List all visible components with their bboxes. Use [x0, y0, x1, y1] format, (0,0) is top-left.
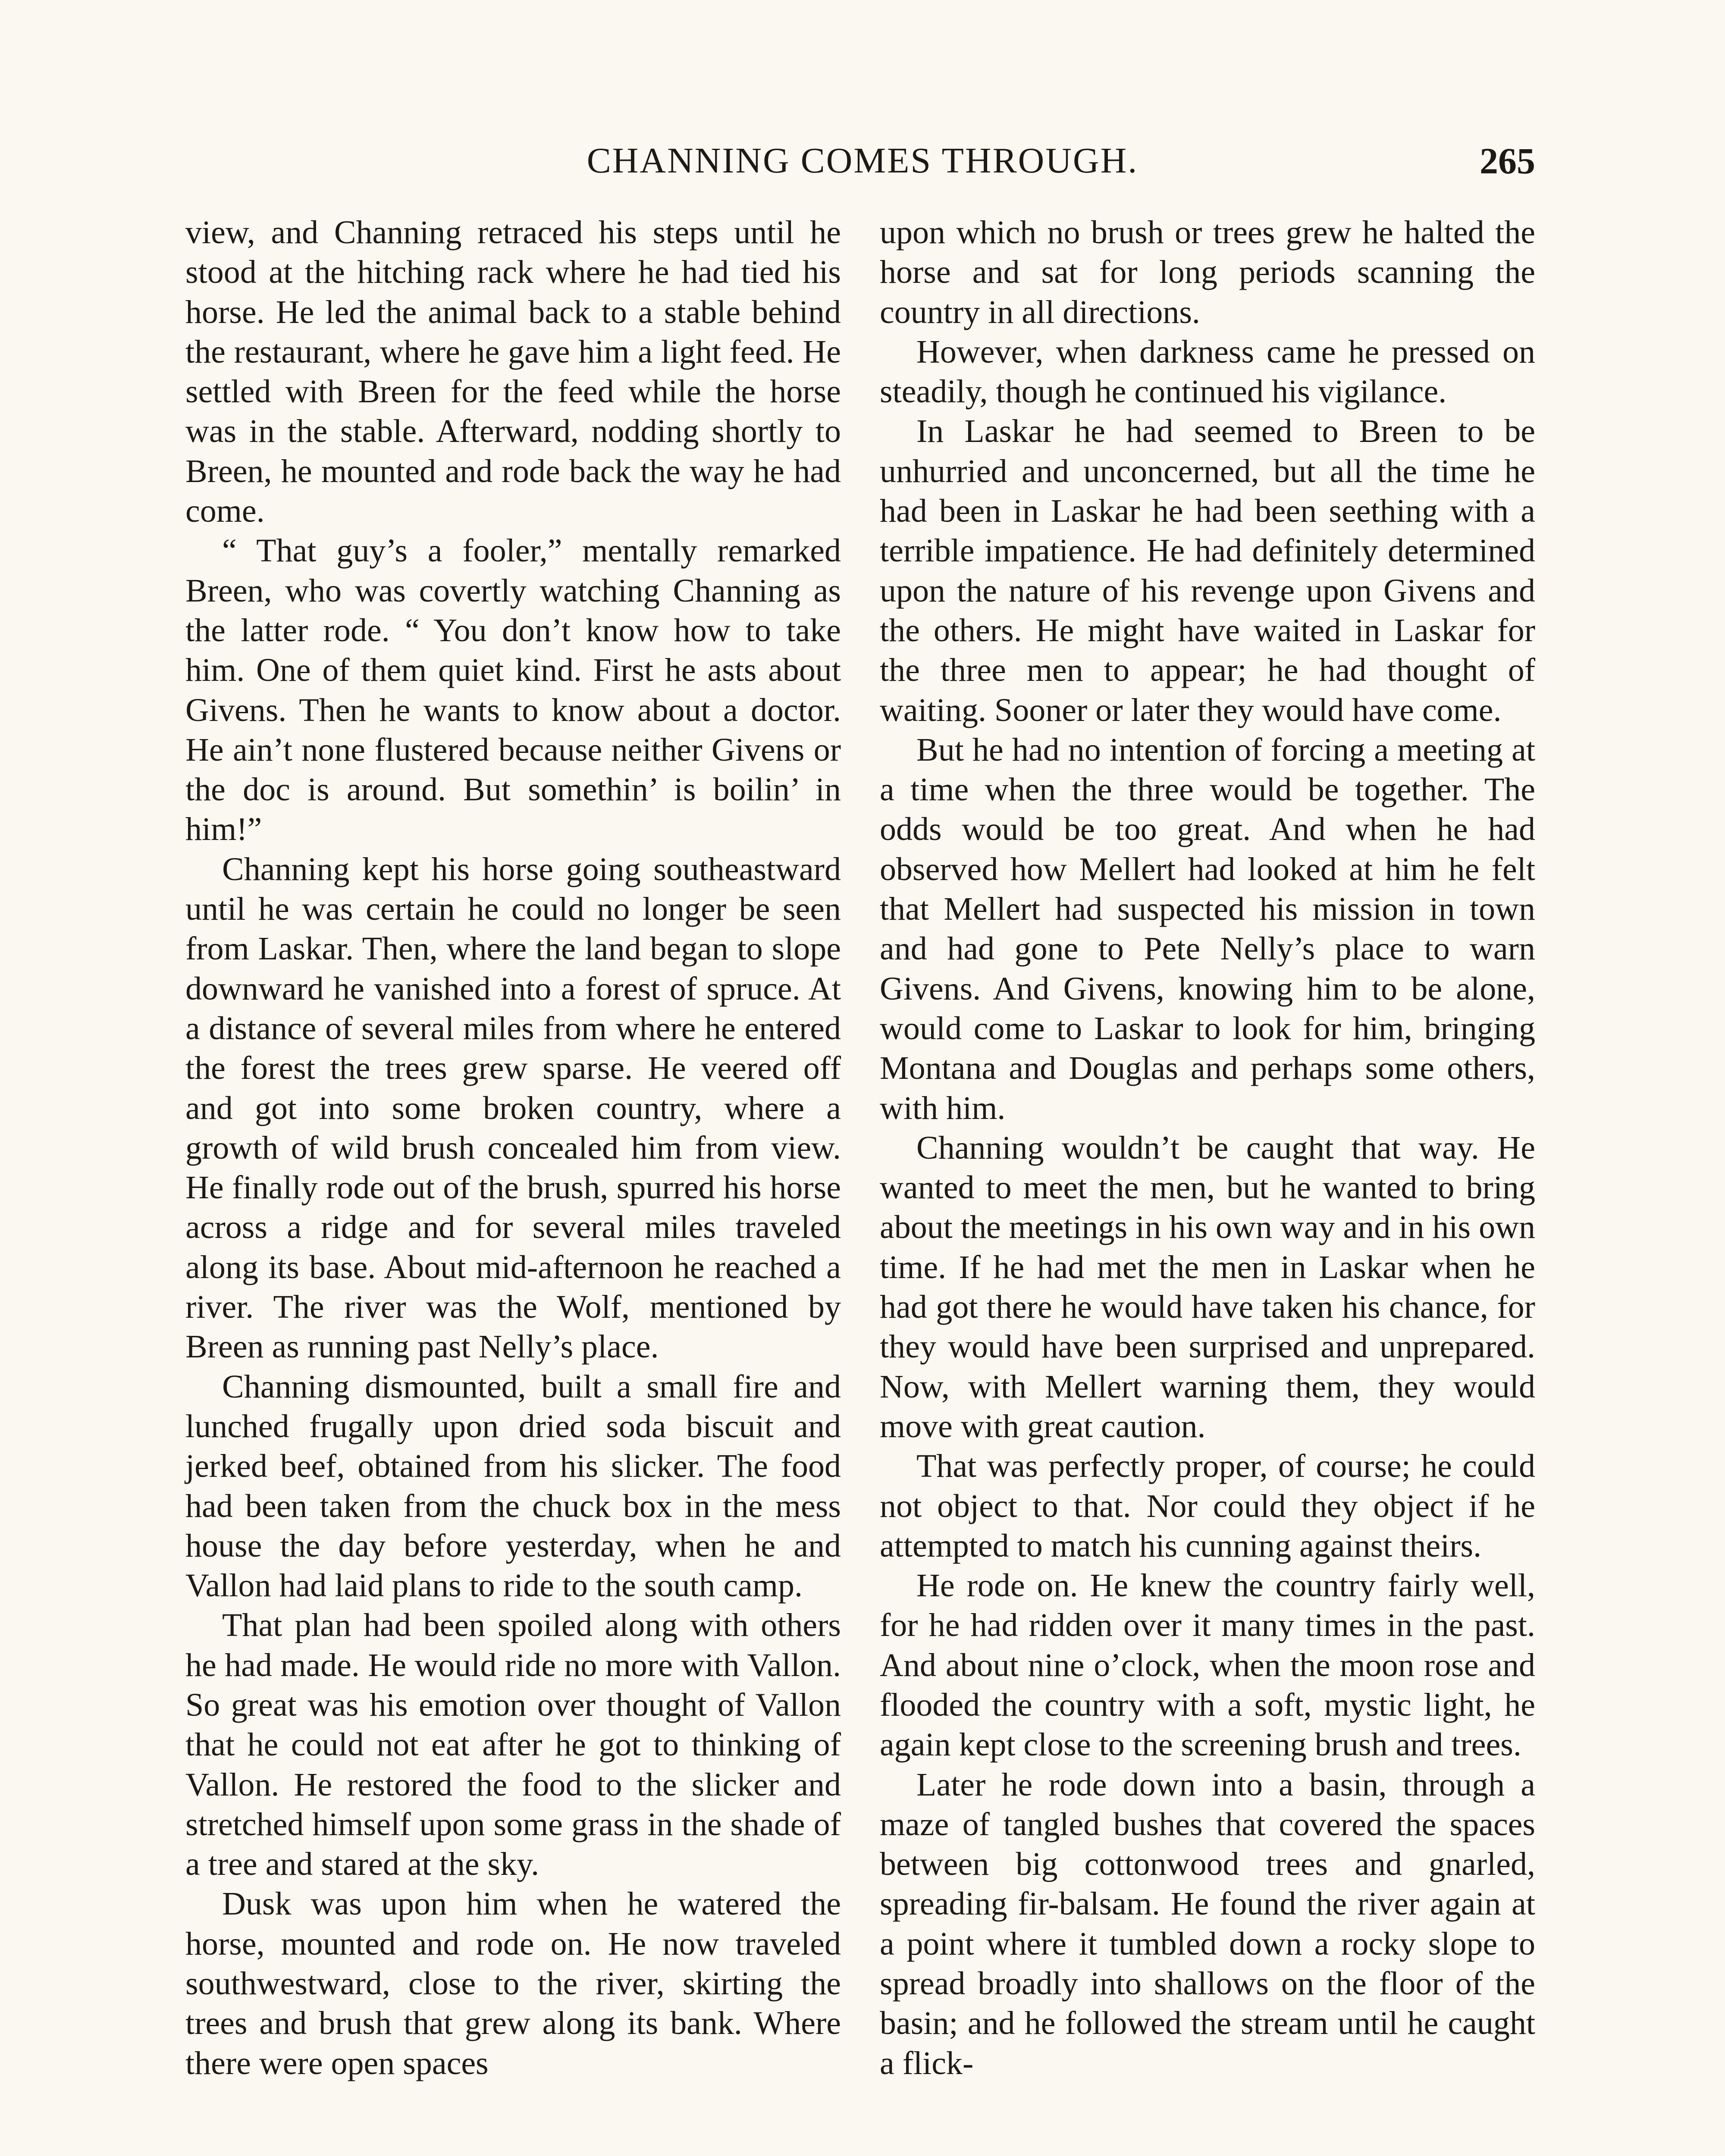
paragraph: Later he rode down into a basin, through a maze of tangled bushes that covered the spaces between big cottonwood trees and gnarled, spreading fir-balsam. He found the river again at a point where it tumbled down a rocky slope to spread broadly into shallows on the floor of the basin; and he followed the stream until he caught a flick-	[880, 1766, 1535, 2081]
paragraph: Dusk was upon him when he watered the horse, mounted and rode on. He now traveled southwestward, close to the river, skirting the trees and brush that grew along its bank. Where there were open spaces	[185, 1886, 841, 2081]
right-column	[880, 213, 1535, 2083]
left-column	[185, 213, 841, 2083]
paragraph: view, and Channing retraced his steps until he stood at the hitching rack where he had tied his horse. He led the animal back to a stable behind the restaurant, where he gave him a light feed. He settled with Breen for the feed while the horse was in the stable. Afterward, nodding shortly to Breen, he mounted and rode back the way he had come.	[185, 214, 841, 530]
paragraph: That plan had been spoiled along with others he had made. He would ride no more with Vallon. So great was his emotion over thought of Vallon that he could not eat after he got to thinking of Vallon. He restored the food to the slicker and stretched himself upon some grass in the shade of a tree and stared at the sky.	[185, 1607, 841, 1883]
paragraph: But he had no intention of forcing a meeting at a time when the three would be together. The odds would be too great. And when he had observed how Mellert had looked at him he felt that Mellert had suspected his mission in town and had gone to Pete Nelly’s place to warn Givens. And Givens, knowing him to be alone, would come to Laskar to look for him, bringing Montana and Douglas and perhaps some others, with him.	[880, 731, 1535, 1126]
page-number: 265	[1480, 140, 1535, 182]
paragraph: He rode on. He knew the country fairly well, for he had ridden over it many times in the past. And about nine o’clock, when the moon rose and flooded the country with a soft, mystic light, he again kept close to the screening brush and trees.	[880, 1567, 1535, 1763]
paragraph: Channing wouldn’t be caught that way. He wanted to meet the men, but he wanted to bring about the meetings in his own way and in his own time. If he had met the men in Laskar when he had got there he would have taken his chance, for they would have been surprised and unprepared. Now, with Mellert warning them, they would move with great caution.	[880, 1129, 1535, 1445]
paragraph: upon which no brush or trees grew he halted the horse and sat for long periods scanning the country in all directions.	[880, 214, 1535, 330]
paragraph: “ That guy’s a fooler,” mentally remarked Breen, who was covertly watching Channing as the latter rode. “ You don’t know how to take him. One of them quiet kind. First he asts about Givens. Then he wants to know about a doctor. He ain’t none flustered because neither Givens or the doc is around. But somethin’ is boilin’ in him!”	[185, 533, 841, 848]
paragraph: However, when darkness came he pressed on steadily, though he continued his vigilance.	[880, 333, 1535, 410]
paragraph: That was perfectly proper, of course; he could not object to that. Nor could they object if he attempted to match his cunning against theirs.	[880, 1448, 1535, 1564]
running-head	[190, 137, 1535, 185]
running-title: CHANNING COMES THROUGH.	[586, 141, 1138, 181]
paragraph: In Laskar he had seemed to Breen to be unhurried and unconcerned, but all the time he had been in Laskar he had been seething with a terrible impatience. He had definitely determined upon the nature of his revenge upon Givens and the others. He might have waited in Laskar for the three men to appear; he had thought of waiting. Sooner or later they would have come.	[880, 413, 1535, 728]
paragraph: Channing dismounted, built a small fire and lunched frugally upon dried soda biscuit and jerked beef, obtained from his slicker. The food had been taken from the chuck box in the mess house the day before yesterday, when he and Vallon had laid plans to ride to the south camp.	[185, 1368, 841, 1604]
paragraph: Channing kept his horse going southeastward until he was certain he could no longer be seen from Laskar. Then, where the land began to slope downward he vanished into a forest of spruce. At a distance of several miles from where he entered the forest the trees grew sparse. He veered off and got into some broken country, where a growth of wild brush concealed him from view. He finally rode out of the brush, spurred his horse across a ridge and for several miles traveled along its base. About mid-afternoon he reached a river. The river was the Wolf, mentioned by Breen as running past Nelly’s place.	[185, 851, 841, 1365]
